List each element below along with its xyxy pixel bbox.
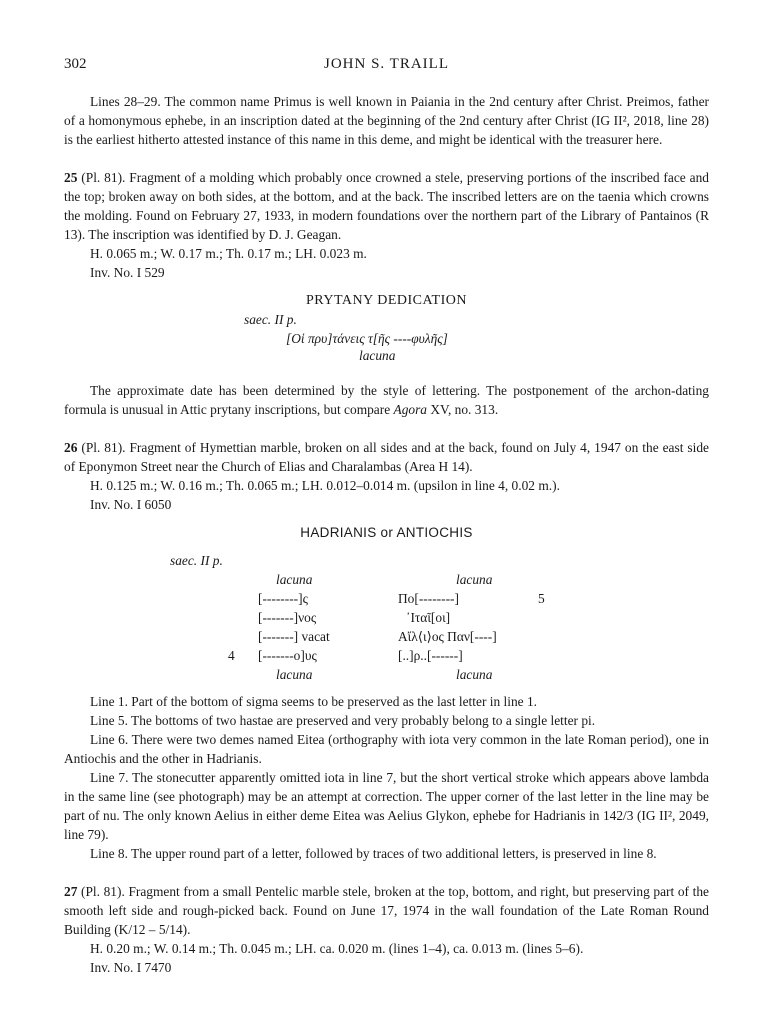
entry-25-text: Fragment of a molding which probably once crowned a stele, preserving portions of the inscribed face and the top; broken away on both sides, at the bottom, and at the back. The inscribed letters are on the taenia which crowns the molding. Found on February 27, 1933, in modern foundations over the northern part of the Library of Pantainos (R 13). The inscription was identified by D. J. Geagan.	[64, 170, 709, 242]
col1-lacuna-top: lacuna	[276, 572, 313, 587]
entry-26-measurements: H. 0.125 m.; W. 0.16 m.; Th. 0.065 m.; LH. 0.012–0.014 m. (upsilon in line 4, 0.02 m.).	[90, 478, 560, 493]
entry-25-inventory: Inv. No. I 529	[90, 265, 165, 280]
entry-26-inscription	[64, 551, 709, 683]
running-title: JOHN S. TRAILL	[324, 56, 449, 72]
entry-27-measurements: H. 0.20 m.; W. 0.14 m.; Th. 0.045 m.; LH. ca. 0.020 m. (lines 1–4), ca. 0.013 m. (lines 5–6).	[90, 941, 584, 956]
col2-line-1: Πο[--------]	[398, 591, 459, 606]
col1-line-3: [-------] vacat	[258, 629, 330, 644]
entry-25-number: 25	[64, 170, 78, 185]
page-number: 302	[64, 56, 87, 72]
line-number-5: 5	[538, 591, 545, 606]
col1-line-4: [-------ο]υς	[258, 648, 317, 663]
entry-25-text-line: [Οἱ πρυ]τάνεις τ[ῆς ----φυλῆς]	[286, 331, 448, 346]
entry-25-inscription	[64, 310, 709, 362]
entry-26-inventory: Inv. No. I 6050	[90, 497, 172, 512]
note-line-8: Line 8. The upper round part of a letter, followed by traces of two additional letters, is preserved in line 8.	[90, 846, 657, 861]
running-header	[64, 56, 709, 78]
entry-26-text: Fragment of Hymettian marble, broken on all sides and at the back, found on July 4, 1947 on the east side of Eponymon Street near the Church of Elias and Charalambas (Area H 14).	[64, 440, 709, 474]
col2-line-2: ᾿Ιταῖ[οι]	[406, 610, 451, 625]
entry-25-plate: (Pl. 81).	[81, 170, 126, 185]
entry-26-plate: (Pl. 81).	[81, 440, 126, 455]
entry-26-number: 26	[64, 440, 78, 455]
note-line-1: Line 1. Part of the bottom of sigma seems to be preserved as the last letter in line 1.	[90, 694, 537, 709]
entry-27-plate: (Pl. 81).	[81, 884, 125, 899]
entry-26-description	[64, 438, 709, 476]
col1-line-2: [-------]νος	[258, 610, 317, 625]
note-line-5: Line 5. The bottoms of two hastae are preserved and very probably belong to a single letter pi.	[90, 713, 596, 728]
col2-lacuna-bottom: lacuna	[456, 667, 493, 682]
col1-line-1: [--------]ς	[258, 591, 308, 606]
entry-27-text: Fragment from a small Pentelic marble stele, broken at the top, bottom, and right, but preserving part of the smooth left side and rough-picked back. Found on June 17, 1974 in the wall foundation of the Late Roman Round Building (K/12 – 5/14).	[64, 884, 709, 937]
entry-25-date: saec. II p.	[244, 312, 297, 327]
entry-27-description	[64, 882, 709, 939]
entry-26-heading: HADRIANIS or ANTIOCHIS	[300, 525, 473, 540]
entry-27-number: 27	[64, 884, 78, 899]
entry-25-commentary: The approximate date has been determined by the style of lettering. The postponement of the archon-dating formula is unusual in Attic prytany inscriptions, but compare Agora XV, no. 313.	[64, 383, 709, 417]
note-line-6: Line 6. There were two demes named Eitea (orthography with iota very common in the late Roman period), one in Antiochis and the other in Hadrianis.	[64, 732, 709, 766]
col1-lacuna-bottom: lacuna	[276, 667, 313, 682]
commentary-lines-28-29: Lines 28–29. The common name Primus is well known in Paiania in the 2nd century after Christ. Preimos, father of a homonymous ephebe, in an inscription dated at the beginning of the 2nd century after Christ (IG II², 2018, line 28) is the earliest hitherto attested instance of this name in this deme, and might be identical with the treasurer here.	[64, 94, 709, 147]
entry-25-heading: PRYTANY DEDICATION	[306, 293, 467, 308]
col2-line-4: [..]ρ..[------]	[398, 648, 463, 663]
note-line-7: Line 7. The stonecutter apparently omitted iota in line 7, but the short vertical stroke which appears above lambda in the same line (see photograph) may be an attempt at correction. The upper corner of the last letter in the line may be part of nu. The only known Aelius in either deme Eitea was Aelius Glykon, ephebe for Hadrianis in 142/3 (IG II², 2049, line 79).	[64, 770, 709, 842]
entry-25-measurements: H. 0.065 m.; W. 0.17 m.; Th. 0.17 m.; LH. 0.023 m.	[90, 246, 367, 261]
entry-25-description	[64, 168, 709, 244]
col2-lacuna-top: lacuna	[456, 572, 493, 587]
entry-25-lacuna: lacuna	[359, 348, 396, 363]
line-number-4: 4	[228, 648, 235, 663]
entry-27-inventory: Inv. No. I 7470	[90, 960, 172, 975]
col2-line-3: Αἴλ⟨ι⟩ος Παν[----]	[398, 629, 497, 644]
page-body	[64, 92, 709, 977]
entry-26-date: saec. II p.	[170, 553, 223, 568]
